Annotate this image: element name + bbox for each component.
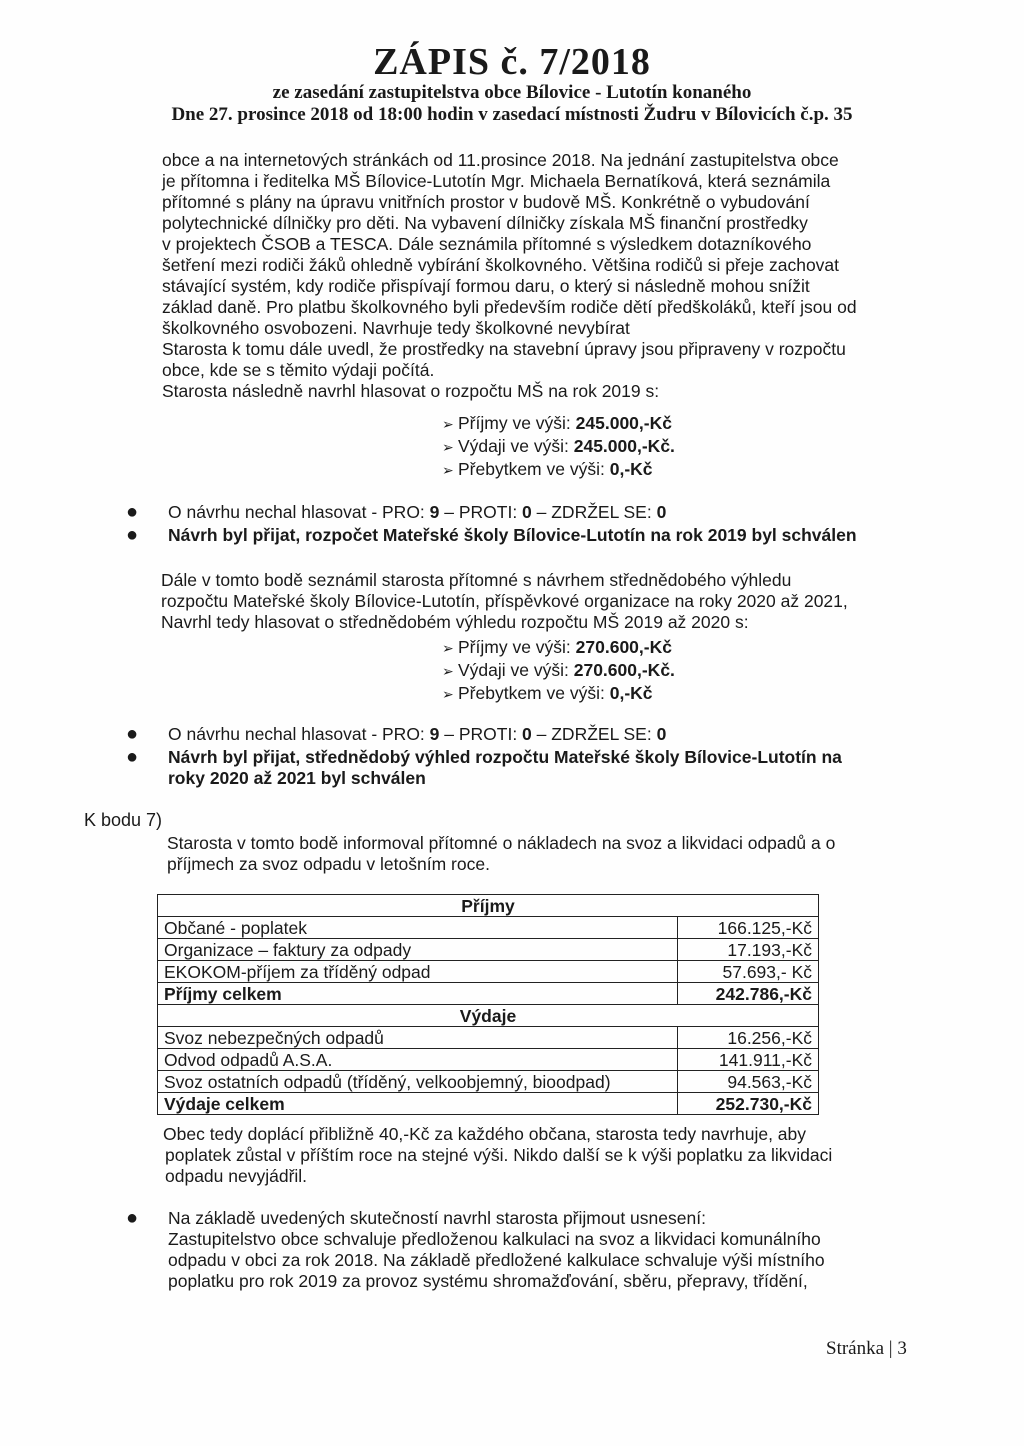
arrow-bullet-icon: ➢: [442, 663, 454, 679]
intro-line: Starosta následně navrhl hlasovat o rozpočtu MŠ na rok 2019 s:: [162, 381, 660, 401]
budget-item-expense: ➢ Výdaji ve výši: 270.600,-Kč.: [442, 660, 675, 680]
arrow-bullet-icon: ➢: [442, 439, 454, 455]
table-cell-item: Organizace – faktury za odpady: [158, 939, 678, 961]
table-cell-amount: 16.256,-Kč: [678, 1027, 819, 1049]
arrow-bullet-icon: ➢: [442, 462, 454, 478]
intro-line: školkovného osvobozeni. Navrhuje tedy školkovné nevybírat: [162, 318, 630, 338]
midterm-line: Navrhl tedy hlasovat o střednědobém výhledu rozpočtu MŠ 2019 až 2020 s:: [161, 612, 749, 632]
budget-item-expense: ➢ Výdaji ve výši: 245.000,-Kč.: [442, 436, 675, 456]
table-header-row: [158, 895, 819, 917]
page-number-footer: Stránka | 3: [826, 1338, 907, 1359]
table-row: [158, 1049, 819, 1071]
intro-line: přítomné s plány na úpravu vnitřních prostor v budově MŠ. Konkrétně o vybudování: [162, 192, 810, 212]
budget-item-surplus: ➢ Přebytkem ve výši: 0,-Kč: [442, 459, 653, 479]
table-cell-amount: 17.193,-Kč: [678, 939, 819, 961]
midterm-line: rozpočtu Mateřské školy Bílovice-Lutotín, příspěvkové organizace na roky 2020 až 2021,: [161, 591, 848, 611]
budget-2019-list: [442, 412, 675, 481]
document-title: ZÁPIS č. 7/2018: [373, 41, 651, 83]
document-subtitle: ze zasedání zastupitelstva obce Bílovice - Lutotín konaného: [272, 82, 752, 103]
midterm-line: Dále v tomto bodě seznámil starosta přítomné s návrhem střednědobého výhledu: [161, 570, 792, 590]
intro-line: polytechnické dílničky pro děti. Na vybavení dílničky získala MŠ finanční prostředky: [162, 213, 808, 233]
midterm-paragraph: [161, 570, 848, 633]
table-cell-amount: 141.911,-Kč: [678, 1049, 819, 1071]
table-row: [158, 939, 819, 961]
section-7-label: K bodu 7): [84, 810, 163, 830]
table-row: [158, 917, 819, 939]
table-cell-item: Občané - poplatek: [158, 917, 678, 939]
table-cell-amount: 94.563,-Kč: [678, 1071, 819, 1093]
table-cell-item: Výdaje celkem: [158, 1093, 678, 1115]
intro-line: obce a na internetových stránkách od 11.prosince 2018. Na jednání zastupitelstva obce: [162, 150, 839, 170]
table-cell-amount: 242.786,-Kč: [678, 983, 819, 1005]
meeting-dateline: Dne 27. prosince 2018 od 18:00 hodin v zasedací místnosti Žudru v Bílovicích č.p. 35: [171, 104, 853, 125]
table-cell-item: Odvod odpadů A.S.A.: [158, 1049, 678, 1071]
table-row: [158, 1071, 819, 1093]
table-row: [158, 1027, 819, 1049]
expense-header: Výdaje: [158, 1005, 819, 1027]
table-cell-amount: 166.125,-Kč: [678, 917, 819, 939]
arrow-bullet-icon: ➢: [442, 416, 454, 432]
intro-line: v projektech ČSOB a TESCA. Dále seznámila přítomné s výsledkem dotazníkového: [162, 234, 812, 254]
arrow-bullet-icon: ➢: [442, 640, 454, 656]
intro-line: je přítomna i ředitelka MŠ Bílovice-Lutotín Mgr. Michaela Bernatíková, která seznámila: [162, 171, 831, 191]
intro-line: obce, kde se s těmito výdaji počítá.: [162, 360, 435, 380]
bullet-icon: ●: [126, 501, 139, 523]
table-cell-item: Svoz ostatních odpadů (tříděný, velkoobjemný, bioodpad): [158, 1071, 678, 1093]
table-total-row: [158, 983, 819, 1005]
budget-item-surplus: ➢ Přebytkem ve výši: 0,-Kč: [442, 683, 653, 703]
after-table-paragraph: Obec tedy doplácí přibližně 40,-Kč za každého občana, starosta tedy navrhuje, aby poplatek zůstal v příštím roce na stejné výši. Nikdo další se k výši poplatku za likvidaci odpadu nevyjádřil.: [163, 1124, 833, 1186]
intro-line: Starosta k tomu dále uvedl, že prostředky na stavební úpravy jsou připraveny v rozpočtu: [162, 339, 846, 359]
intro-line: základ daně. Pro platbu školkovného byli především rodiče dětí předškoláků, kteří jsou od: [162, 297, 857, 317]
bullet-icon: ●: [126, 746, 139, 768]
bullet-icon: ●: [126, 524, 139, 546]
intro-line: stávající systém, kdy rodiče přispívají formou daru, o který si následně mohou snížit: [162, 276, 810, 296]
budget-item-income: ➢ Příjmy ve výši: 245.000,-Kč: [442, 413, 672, 433]
budget-midterm-list: [442, 636, 675, 705]
intro-line: šetření mezi rodiči žáků ohledně vybírání školkovného. Většina rodičů si přeje zachovat: [162, 255, 840, 275]
table-row: [158, 961, 819, 983]
table-cell-item: Svoz nebezpečných odpadů: [158, 1027, 678, 1049]
table-cell-amount: 57.693,- Kč: [678, 961, 819, 983]
budget-item-income: ➢ Příjmy ve výši: 270.600,-Kč: [442, 637, 672, 657]
table-cell-item: EKOKOM-příjem za tříděný odpad: [158, 961, 678, 983]
income-header: Příjmy: [158, 895, 819, 917]
intro-paragraph: [162, 150, 857, 402]
table-cell-amount: 252.730,-Kč: [678, 1093, 819, 1115]
arrow-bullet-icon: ➢: [442, 686, 454, 702]
table-cell-item: Příjmy celkem: [158, 983, 678, 1005]
bullet-icon: ●: [126, 723, 139, 745]
section-7-intro: Starosta v tomto bodě informoval přítomné o nákladech na svoz a likvidaci odpadů a o příjmech za svoz odpadu v letošním roce.: [167, 833, 836, 874]
table-header-row: [158, 1005, 819, 1027]
bullet-icon: ●: [126, 1207, 139, 1229]
table-total-row: [158, 1093, 819, 1115]
waste-finance-table: [157, 894, 819, 1115]
document-page: ZÁPIS č. 7/2018 ze zasedání zastupitelstva obce Bílovice - Lutotín konaného Dne 27. prosince 2018 od 18:00 hodin v zasedací místnosti Žudru v Bílovicích č.p. 35 obce a na internetových stránkách od 11.prosince 2018. Na jednání zastupitelstva obce je přítomna i ředitelka MŠ Bílovice-Lutotín Mgr. Michaela Bernatíková, která seznámila přítomné s plány na úpravu vnitřních prostor v budově MŠ. Konkrétně o vybudování polytechnické dílničky pro děti. Na vybavení dílničky získala MŠ finanční prostředky v projektech ČSOB a TESCA. Dále seznámila přítomné s výsledkem dotazníkového šetření mezi rodiči žáků ohledně vybírání školkovného. Většina rodičů si přeje zachovat stávající systém, kdy rodiče přispívají formou daru, o který si následně mohou snížit základ daně. Pro platbu školkovného byli především rodiče dětí předškoláků, kteří jsou od školkovného osvobozeni. Navrhuje tedy školkovné nevybírat Starosta k tomu dále uvedl, že prostředky na stavební úpravy jsou připraveny v rozpočtu obce, kde se s těmito výdaji počítá. Starosta následně navrhl hlasovat o rozpočtu MŠ na rok 2019 s: ➢ Příjmy ve výši: 245.000,-Kč ➢ Výdaji ve výši: 245.000,-Kč. ➢ Přebytkem ve výši: 0,-Kč ● O návrhu nechal hlasovat - PRO: 9 – PROTI: 0 – ZDRŽEL SE: 0 ● Návrh byl přijat, rozpočet Mateřské školy Bílovice-Lutotín na rok 2019 byl schválen Dále v tomto bodě seznámil starosta přítomné s návrhem střednědobého výhledu rozpočtu Mateřské školy Bílovice-Lutotín, příspěvkové organizace na roky 2020 až 2021, Navrhl tedy hlasovat o střednědobém výhledu rozpočtu MŠ 2019 až 2020 s: ➢ Příjmy ve výši: 270.600,-Kč ➢ Výdaji ve výši: 270.600,-Kč. ➢ Přebytkem ve výši: 0,-Kč ● O návrhu nechal hlasovat - PRO: 9 – PROTI: 0 – ZDRŽEL SE: 0 ● Návrh byl přijat, střednědobý výhled rozpočtu Mateřské školy Bílovice-Lutotín na roky 2020 až 2021 byl schválen K bodu 7) Starosta v tomto bodě informoval přítomné o nákladech na svoz a likvidaci odpadů a o příjmech za svoz odpadu v letošním roce. Příjmy Občané - poplatek 166.125,-Kč Organizace – faktury za odpady 17.193,-Kč EKOKOM-příjem za tříděný odpad 57.693,- Kč Příjmy celkem 242.786,-Kč Výdaje Svoz nebezpečných odpadů 16.256,-Kč Odvod odpadů A.S.A. 141.911,-Kč Svoz ostatních odpadů (tříděný, velkoobjemný, bioodpad) 94.563,-Kč Výdaje celkem 252.730,-Kč Obec tedy doplácí přibližně 40,-Kč za každého občana, starosta tedy navrhuje, aby poplatek zůstal v příštím roce na stejné výši. Nikdo další se k výši poplatku za likvidaci odpadu nevyjádřil. ● Na základě uvedených skutečností navrhl starosta přijmout usnesení: Zastupitelstvo obce schvaluje předloženou kalkulaci na svoz a likvidaci komunálního odpadu v obci za rok 2018. Na základě předložené kalkulace schvaluje výši místního poplatku pro rok 2019 za provoz systému shromažďování, sběru, přepravy, třídění, Stránka | 3: [0, 0, 1024, 1446]
